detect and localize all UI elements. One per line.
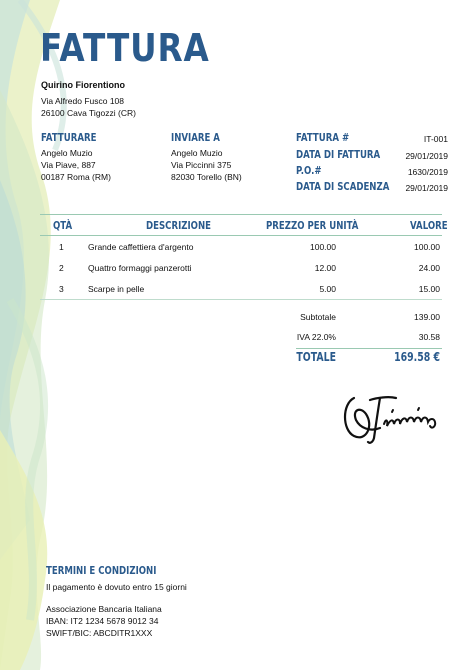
po-number-value: 1630/2019: [407, 167, 448, 177]
due-date-label: DATA DI SCADENZA: [296, 180, 390, 193]
tax-label: IVA 22.0%: [296, 332, 336, 342]
row3-amount: 15.00: [418, 284, 440, 294]
bill-to-name: Angelo Muzio: [41, 148, 93, 158]
row1-amount: 100.00: [414, 242, 440, 252]
sender-address-line2: 26100 Cava Tigozzi (CR): [41, 108, 136, 118]
invoice-date-label: DATA DI FATTURA: [296, 148, 381, 161]
bill-to-address-line2: 00187 Roma (RM): [41, 172, 111, 182]
row2-description: Quattro formaggi panzerotti: [88, 263, 192, 273]
total-rule: [296, 348, 442, 349]
table-top-rule: [40, 214, 442, 215]
row3-qty: 3: [59, 284, 64, 294]
row1-description: Grande caffettiera d'argento: [88, 242, 194, 252]
subtotal-label: Subtotale: [300, 312, 336, 322]
invoice-number-value: IT-001: [423, 134, 448, 144]
row2-qty: 2: [59, 263, 64, 273]
invoice-number-label: FATTURA #: [296, 131, 350, 144]
signature-image: [340, 388, 444, 446]
row3-unit-price: 5.00: [319, 284, 336, 294]
sender-address-line1: Via Alfredo Fusco 108: [41, 96, 125, 106]
sender-name: Quirino Fiorentiono: [41, 80, 125, 90]
total-label: TOTALE: [296, 350, 336, 364]
terms-heading: TERMINI E CONDIZIONI: [46, 564, 157, 577]
ship-to-address-line1: Via Piccinni 375: [171, 160, 232, 170]
invoice-title: FATTURA: [40, 26, 210, 70]
col-header-description: DESCRIZIONE: [146, 219, 212, 232]
bill-to-heading: FATTURARE: [41, 131, 97, 144]
col-header-qty: QTÀ: [53, 219, 73, 232]
row3-description: Scarpe in pelle: [88, 284, 145, 294]
po-number-label: P.O.#: [296, 164, 322, 177]
subtotal-value: 139.00: [414, 312, 440, 322]
payment-terms-note: Il pagamento è dovuto entro 15 giorni: [46, 582, 187, 592]
tax-value: 30.58: [418, 332, 440, 342]
table-header-rule: [40, 235, 442, 236]
ship-to-address-line2: 82030 Torello (BN): [171, 172, 242, 182]
bill-to-address-line1: Via Piave, 887: [41, 160, 96, 170]
row1-unit-price: 100.00: [310, 242, 336, 252]
bank-iban: IBAN: IT2 1234 5678 9012 34: [46, 616, 159, 626]
ship-to-name: Angelo Muzio: [171, 148, 223, 158]
table-bottom-rule: [40, 299, 442, 300]
total-value: 169.58 €: [394, 350, 440, 364]
due-date-value: 29/01/2019: [405, 183, 448, 193]
row1-qty: 1: [59, 242, 64, 252]
row2-unit-price: 12.00: [314, 263, 336, 273]
ship-to-heading: INVIARE A: [171, 131, 220, 144]
invoice-date-value: 29/01/2019: [405, 151, 448, 161]
bank-name: Associazione Bancaria Italiana: [46, 604, 162, 614]
col-header-amount: VALORE: [410, 219, 448, 232]
bank-swift: SWIFT/BIC: ABCDITR1XXX: [46, 628, 153, 638]
col-header-unit-price: PREZZO PER UNITÀ: [266, 219, 359, 232]
row2-amount: 24.00: [418, 263, 440, 273]
